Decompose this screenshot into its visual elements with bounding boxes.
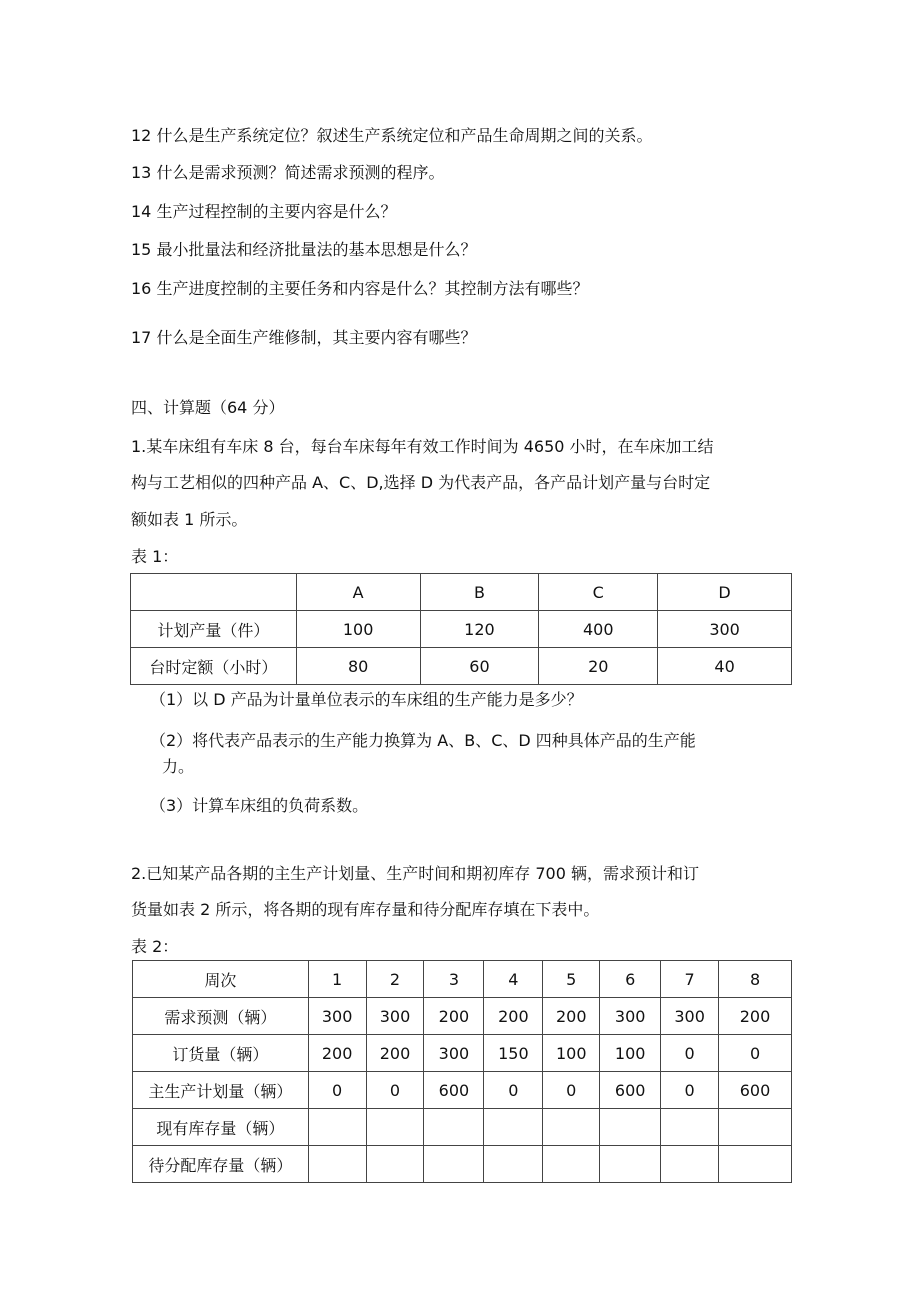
table2-cell: 0 — [661, 1072, 719, 1109]
table1-cell: 80 — [296, 648, 420, 685]
table2-cell: 0 — [543, 1072, 600, 1109]
table2-cell: 150 — [484, 1035, 543, 1072]
table1-header-cell: D — [658, 574, 792, 611]
table2-cell: 100 — [543, 1035, 600, 1072]
table2-cell — [484, 1146, 543, 1183]
question-17: 17 什么是全面生产维修制，其主要内容有哪些？ — [131, 328, 477, 347]
table2-cell — [661, 1146, 719, 1183]
table1-cell: 400 — [539, 611, 658, 648]
table2-cell — [424, 1109, 484, 1146]
table2-header-cell: 7 — [661, 961, 719, 998]
table2-row-label: 现有库存量（辆） — [133, 1109, 309, 1146]
table1-caption: 表 1： — [131, 547, 179, 566]
table1-row — [131, 611, 792, 648]
table1-cell: 60 — [420, 648, 539, 685]
table1-cell: 300 — [658, 611, 792, 648]
table2-cell — [424, 1146, 484, 1183]
table2-header-cell: 2 — [366, 961, 424, 998]
table2-header-cell: 3 — [424, 961, 484, 998]
problem1-text-line2: 构与工艺相似的四种产品 A、C、D,选择 D 为代表产品，各产品计划产量与台时定 — [131, 473, 711, 492]
table2-cell — [366, 1109, 424, 1146]
table2-header-cell: 4 — [484, 961, 543, 998]
table2-cell: 300 — [600, 998, 661, 1035]
table1-header-row — [131, 574, 792, 611]
table2-cell: 200 — [543, 998, 600, 1035]
table2-header-row — [133, 961, 792, 998]
table2-row-label: 主生产计划量（辆） — [133, 1072, 309, 1109]
problem2-text-line2: 货量如表 2 所示，将各期的现有库存量和待分配库存填在下表中。 — [131, 900, 600, 919]
table1-header-cell: C — [539, 574, 658, 611]
table1-cell: 40 — [658, 648, 792, 685]
table2-cell: 200 — [308, 1035, 366, 1072]
question-14: 14 生产过程控制的主要内容是什么？ — [131, 202, 397, 221]
table2-cell: 600 — [424, 1072, 484, 1109]
table1-header-cell: B — [420, 574, 539, 611]
table2-cell: 0 — [719, 1035, 792, 1072]
table2-cell: 200 — [719, 998, 792, 1035]
table2-cell — [719, 1109, 792, 1146]
problem1-text-line1: 1.某车床组有车床 8 台，每台车床每年有效工作时间为 4650 小时，在车床加工结 — [131, 437, 714, 456]
table2-cell: 100 — [600, 1035, 661, 1072]
table2-cell: 600 — [719, 1072, 792, 1109]
table1-header-cell — [131, 574, 297, 611]
problem1-q2-line1: （2）将代表产品表示的生产能力换算为 A、B、C、D 四种具体产品的生产能 — [150, 731, 696, 750]
table2-cell — [366, 1146, 424, 1183]
table2-header-cell: 1 — [308, 961, 366, 998]
table2-cell — [719, 1146, 792, 1183]
table2-cell — [661, 1109, 719, 1146]
table2-row — [133, 1109, 792, 1146]
table2-row — [133, 1072, 792, 1109]
table2-cell — [308, 1146, 366, 1183]
table2-cell — [543, 1109, 600, 1146]
table2-cell — [600, 1109, 661, 1146]
table2-cell: 200 — [484, 998, 543, 1035]
problem1-q3: （3）计算车床组的负荷系数。 — [150, 796, 369, 815]
table2-row-label: 需求预测（辆） — [133, 998, 309, 1035]
table2-header-cell: 6 — [600, 961, 661, 998]
table-1 — [130, 573, 792, 685]
table2-cell: 0 — [484, 1072, 543, 1109]
table1-row — [131, 648, 792, 685]
problem1-q1: （1）以 D 产品为计量单位表示的车床组的生产能力是多少？ — [150, 690, 583, 709]
problem1-q2-line2: 力。 — [162, 757, 195, 776]
table2-row-label: 待分配库存量（辆） — [133, 1146, 309, 1183]
table-2 — [132, 960, 792, 1183]
table2-cell: 300 — [424, 1035, 484, 1072]
table2-cell — [484, 1109, 543, 1146]
section-title: 四、计算题（64 分） — [131, 398, 285, 417]
table2-cell: 200 — [424, 998, 484, 1035]
table2-row — [133, 1146, 792, 1183]
table2-cell: 0 — [308, 1072, 366, 1109]
table2-cell: 600 — [600, 1072, 661, 1109]
table2-header-cell: 8 — [719, 961, 792, 998]
table2-cell: 0 — [366, 1072, 424, 1109]
table2-header-cell: 5 — [543, 961, 600, 998]
table1-header-cell: A — [296, 574, 420, 611]
table1-cell: 20 — [539, 648, 658, 685]
table2-row — [133, 998, 792, 1035]
question-15: 15 最小批量法和经济批量法的基本思想是什么？ — [131, 240, 477, 259]
table2-cell: 300 — [661, 998, 719, 1035]
problem2-text-line1: 2.已知某产品各期的主生产计划量、生产时间和期初库存 700 辆，需求预计和订 — [131, 864, 699, 883]
table1-cell: 100 — [296, 611, 420, 648]
table2-cell — [543, 1146, 600, 1183]
table2-cell: 300 — [308, 998, 366, 1035]
table1-row-label: 台时定额（小时） — [131, 648, 297, 685]
table2-cell: 200 — [366, 1035, 424, 1072]
problem1-text-line3: 额如表 1 所示。 — [131, 510, 248, 529]
table2-row — [133, 1035, 792, 1072]
question-12: 12 什么是生产系统定位？叙述生产系统定位和产品生命周期之间的关系。 — [131, 126, 653, 145]
question-16: 16 生产进度控制的主要任务和内容是什么？其控制方法有哪些？ — [131, 279, 589, 298]
table2-cell — [600, 1146, 661, 1183]
table1-row-label: 计划产量（件） — [131, 611, 297, 648]
table2-row-label: 订货量（辆） — [133, 1035, 309, 1072]
table2-header-cell: 周次 — [133, 961, 309, 998]
table2-cell: 300 — [366, 998, 424, 1035]
table2-caption: 表 2： — [131, 937, 179, 956]
table1-cell: 120 — [420, 611, 539, 648]
question-13: 13 什么是需求预测？简述需求预测的程序。 — [131, 163, 445, 182]
table2-cell — [308, 1109, 366, 1146]
table2-cell: 0 — [661, 1035, 719, 1072]
